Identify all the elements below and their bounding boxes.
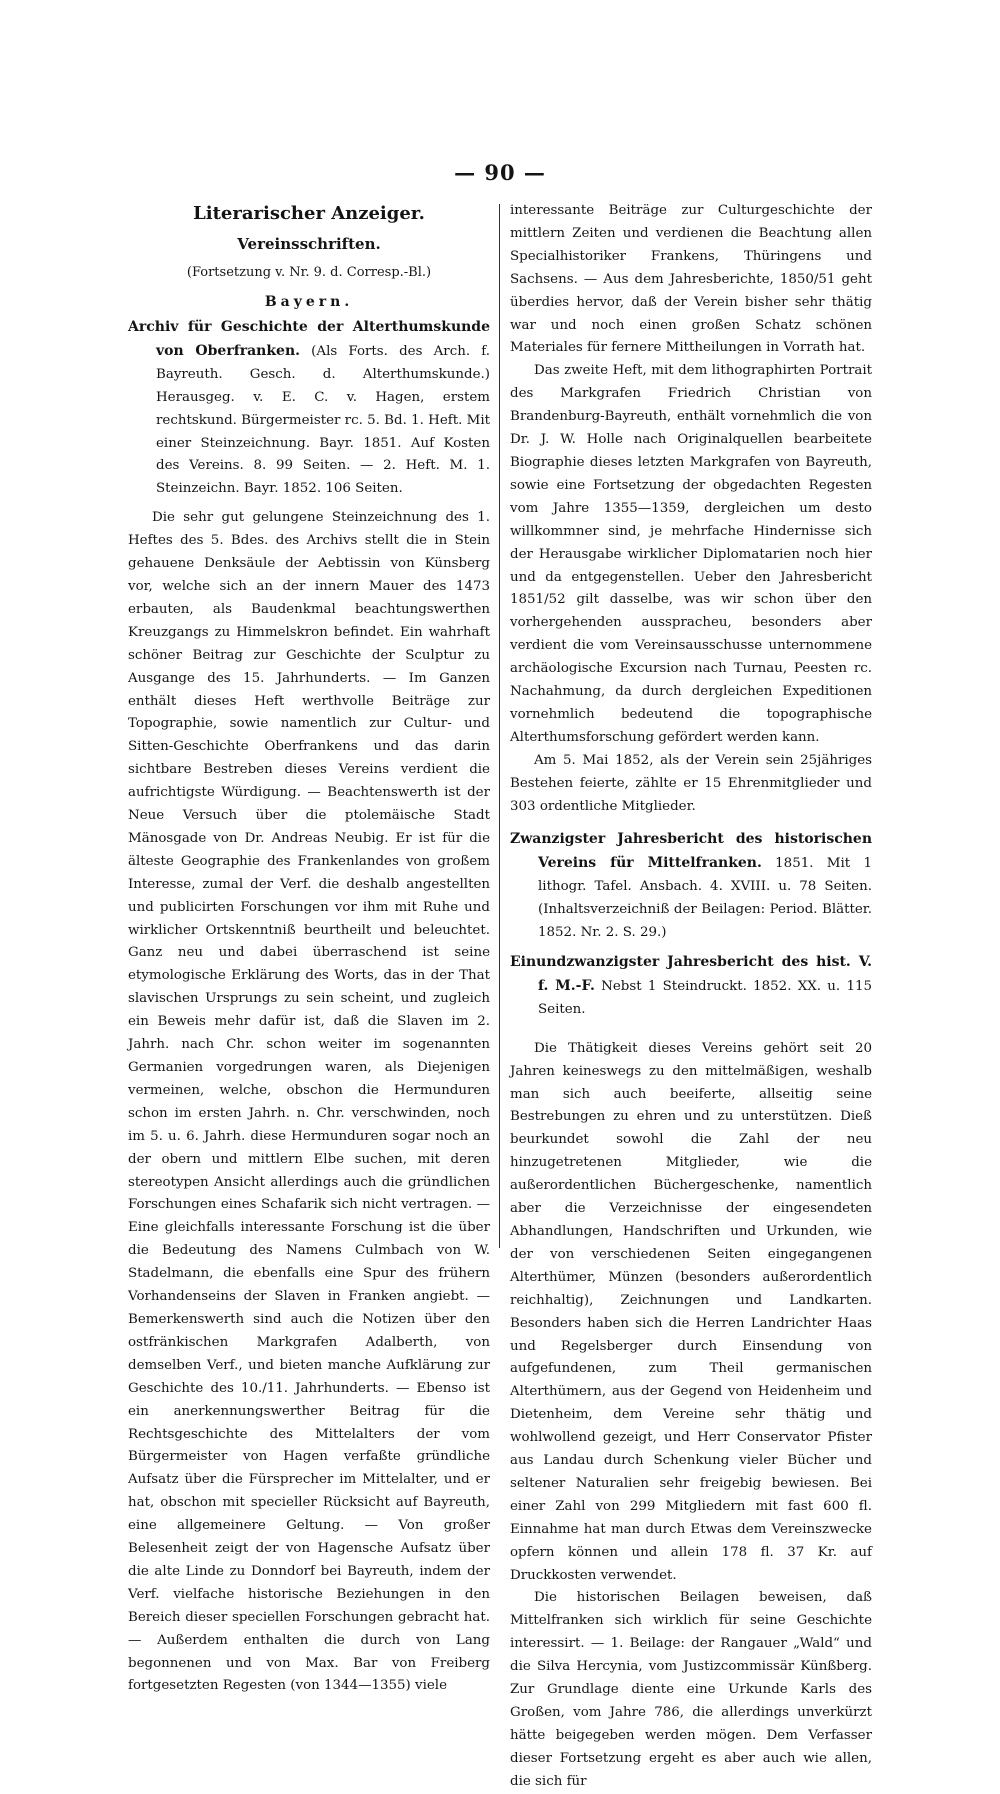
right-column bbox=[510, 200, 872, 1794]
review-paragraph-supplements: Die historischen Beilagen beweisen, daß Mittelfranken sich wirklich für seine Geschichte interessirt. — 1. Beilage: der Rangauer „Wald“ und die Silva Hercynia, vom Justizcommissär Künßberg. Zur Grundlage diente eine Urkunde Karls des Großen, vom Jahre 786, die allerdings unverkürzt hätte beigegeben werden mögen. Dem Verfasser dieser Fortsetzung ergeht es aber auch wie allen, die sich für bbox=[510, 1590, 872, 1789]
column-divider bbox=[499, 204, 500, 1248]
review-text-continued: interessante Beiträge zur Culturgeschichte der mittlern Zeiten und verdienen die Beachtung allen Specialhistoriker Frankens, Thüringens und Sachsens. — Aus dem Jahresberichte, 1850/51 geht überdies hervor, daß der Verein bisher sehr thätig war und noch einen großen Schatz schönen Materiales für fernere Mittheilungen in Vorrath hat. bbox=[510, 203, 872, 356]
entry-heading: Zwanzigster Jahresbericht des historischen Vereins für Mittelfranken. bbox=[510, 831, 872, 872]
region-heading: Bayern. bbox=[264, 294, 354, 310]
continuation-note: (Fortsetzung v. Nr. 9. d. Corresp.-Bl.) bbox=[186, 265, 432, 280]
bibliography-entry bbox=[128, 316, 490, 501]
review-paragraph-anniversary: Am 5. Mai 1852, als der Verein sein 25jähriges Bestehen feierte, zählte er 15 Ehrenmitglieder und 303 ordentliche Mitglieder. bbox=[510, 752, 872, 814]
section-title: Literarischer Anzeiger. bbox=[193, 203, 425, 224]
subsection-title: Vereinsschriften. bbox=[237, 235, 381, 253]
review-text: Die sehr gut gelungene Steinzeichnung des 1. Heftes des 5. Bdes. des Archivs stellt die in Stein gehauene Denksäule der Aebtissin von Künsberg vor, welche sich an der innern Mauer des 1473 erbauten, als Baudenkmal beachtungswerthen Kreuzgangs zu Himmelskron befindet. Ein wahrhaft schöner Beitrag zur Geschichte der Sculptur zu Ausgange des 15. Jahrhunderts. — Im Ganzen enthält dieses Heft werthvolle Beiträge zur Topographie, sowie namentlich zur Cultur- und Sitten-Geschichte Oberfrankens und das darin sichtbare Bestreben dieses Vereins verdient die aufrichtigste Würdigung. — Beachtenswerth ist der Neue Versuch über die ptolemäische Stadt Mänosgade von Dr. Andreas Neubig. Er ist für die älteste Geographie des Frankenlandes von großem Interesse, zumal der Verf. die deshalb angestellten und publicirten Forschungen vor ihm mit Ruhe und wirklicher Ortskenntniß beurtheilt und beleuchtet. Ganz neu und dabei überraschend ist seine etymologische Erklärung des Worts, das in der That slavischen Ursprungs zu sein scheint, und zugleich ein Beweis mehr dafür ist, daß die Slaven im 2. Jahrh. nach Chr. schon weiter im sogenannten Germanien vorgedrungen waren, als Diejenigen vermeinen, welche, obschon die Hermunduren schon im ersten Jahrh. n. Chr. verschwinden, noch im 5. u. 6. Jahrh. diese Hermunduren sogar noch an der obern und mittlern Elbe suchen, mit deren stereotypen Ansicht allerdings auch die gründlichen Forschungen eines Schafarik sich nicht vertragen. — Eine gleichfalls interessante Forschung ist die über die Bedeutung des Namens Culmbach von W. Stadelmann, die ebenfalls eine Spur des frühern Vorhandenseins der Slaven in Franken angiebt. — Bemerkenswerth sind auch die Notizen über den ostfränkischen Markgrafen Adalberth, von demselben Verf., und bieten manche Aufklärung zur Geschichte des 10./11. Jahrhunderts. — Ebenso ist ein anerkennungswerther Beitrag für die Rechtsgeschichte des Mittelalters der vom Bürgermeister von Hagen verfaßte gründliche Aufsatz über die Fürsprecher im Mittelalter, und er hat, obschon mit specieller Rücksicht auf Bayreuth, eine allgemeinere Geltung. — Von großer Belesenheit zeigt der von Hagensche Aufsatz über die alte Linde zu Donndorf bei Bayreuth, indem der Verf. vielfache historische Beziehungen in den Bereich dieser speciellen Forschungen gebracht hat. — Außerdem enthalten die durch von Lang begonnenen und von Max. Bar von Freiberg fortgesetzten Regesten (von 1344—1355) viele bbox=[128, 510, 490, 1694]
entry-heading: Archiv für Geschichte der Alterthumskunde von Oberfranken. bbox=[128, 319, 490, 359]
entry-details: Nebst 1 Steindruckt. 1852. XX. u. 115 Seiten. bbox=[538, 978, 873, 1017]
entry-details: (Als Forts. des Arch. f. Bayreuth. Gesch. d. Alterthumskunde.) Herausgeg. v. E. C. v. Hagen, erstem rechtskund. Bürgermeister rc. 5. Bd. 1. Heft. Mit einer Steinzeichnung. Bayr. 1851. Auf Kosten des Vereins. 8. 99 Seiten. — 2. Heft. M. 1. Steinzeichn. Bayr. 1852. 106 Seiten. bbox=[156, 343, 490, 497]
bibliography-entry bbox=[510, 951, 872, 1022]
review-paragraph-second-issue: Das zweite Heft, mit dem lithographirten Portrait des Markgrafen Friedrich Christian von Brandenburg-Bayreuth, enthält vornehmlich die von Dr. J. W. Holle nach Originalquellen bearbeitete Biographie dieses letzten Markgrafen von Bayreuth, sowie eine Fortsetzung der obgedachten Regesten vom Jahre 1355—1359, dergleichen um desto willkommner sind, je mehrfache Hindernisse sich der Herausgabe wirklicher Diplomatarien noch hier und da entgegenstellen. Ueber den Jahresbericht 1851/52 gilt dasselbe, was wir schon über den vorhergehenden ausspracheu, besonders aber verdient die vom Vereinsausschusse unternommene archäologische Excursion nach Turnau, Peesten rc. Nachahmung, da durch dergleichen Expeditionen vornehmlich bedeutend die topographische Alterthumsforschung gefördert werden kann. bbox=[510, 363, 872, 745]
left-column bbox=[128, 200, 490, 1698]
page-number: — 90 — bbox=[454, 160, 546, 185]
entry-details: 1851. Mit 1 lithogr. Tafel. Ansbach. 4. XVIII. u. 78 Seiten. (Inhaltsverzeichniß der Beilagen: Period. Blätter. 1852. Nr. 2. S. 29.) bbox=[538, 856, 872, 941]
entry-heading: Einundzwanzigster Jahresbericht des hist. V. f. M.-F. bbox=[510, 954, 872, 994]
bibliography-entry bbox=[510, 828, 872, 945]
review-paragraph-activity: Die Thätigkeit dieses Vereins gehört seit 20 Jahren keineswegs zu den mittelmäßigen, weshalb man sich auch beeiferte, allseitig seine Bestrebungen zu ehren und zu unterstützen. Dieß beurkundet sowohl die Zahl der neu hinzugetretenen Mitglieder, wie die außerordentlichen Büchergeschenke, namentlich aber die Verzeichnisse der eingesendeten Abhandlungen, Handschriften und Urkunden, wie der von verschiedenen Seiten eingegangenen Alterthümer, Münzen (besonders außerordentlich reichhaltig), Zeichnungen und Landkarten. Besonders haben sich die Herren Landrichter Haas und Regelsberger durch Einsendung von aufgefundenen, zum Theil germanischen Alterthümern, aus der Gegend von Heidenheim und Dietenheim, dem Vereine sehr thätig und wohlwollend gezeigt, und Herr Conservator Pfister aus Landau durch Schenkung vieler Bücher und seltener Naturalien sehr freigebig bewiesen. Bei einer Zahl von 299 Mitgliedern mit fast 600 fl. Einnahme hat man durch Etwas dem Vereinszwecke opfern können und allein 178 fl. 37 Kr. auf Druckkosten verwendet. bbox=[510, 1040, 872, 1583]
